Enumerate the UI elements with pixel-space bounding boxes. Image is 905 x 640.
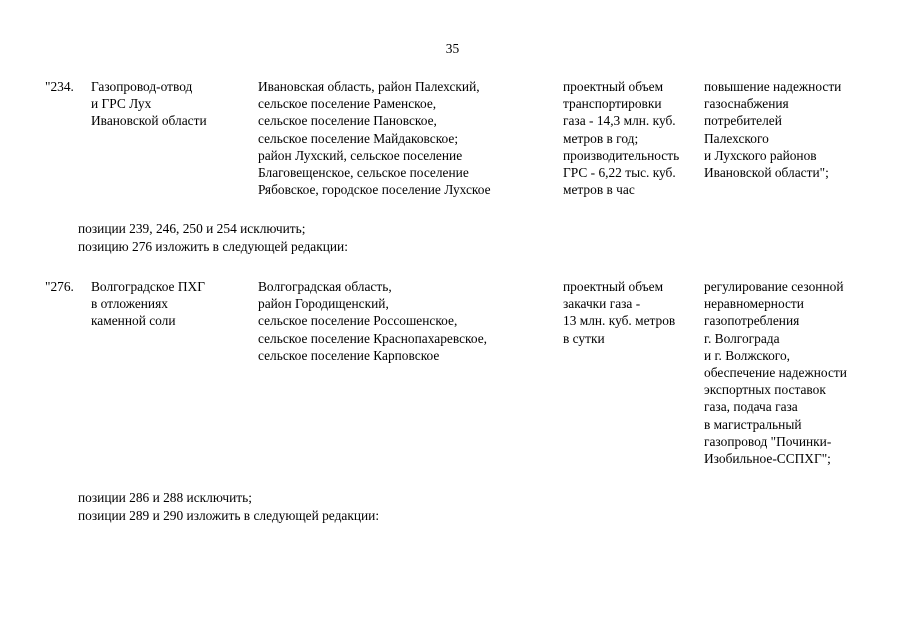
entry-purpose: повышение надежности газоснабжения потребителей Палехского и Лухского районов Ивановской области"; (704, 79, 842, 181)
entry-purpose: регулирование сезонной неравномерности газопотребления г. Волгограда и г. Волжского, обеспечение надежности экспортных поставок газа, подача газа в магистральный газопровод "Починки- Изобильное-ССПХГ"; (704, 279, 847, 467)
entry-number: "276. (45, 279, 74, 294)
instruction-text: позиции 286 и 288 исключить; (78, 490, 252, 505)
entry-characteristics: проектный объем транспортировки газа - 14,3 млн. куб. метров в год; производительность ГРС - 6,22 тыс. куб. метров в час (563, 79, 680, 198)
entry-name: Волгоградское ПХГ в отложениях каменной соли (91, 279, 205, 329)
entry-location: Ивановская область, район Палехский, сельское поселение Раменское, сельское поселение Пановское, сельское поселение Майдаковское; район Лухский, сельское поселение Благовещенское, сельское поселение Рябовское, городское поселение Лухское (258, 79, 491, 198)
entry-location: Волгоградская область, район Городищенский, сельское поселение Россошенское, сельское поселение Краснопахаревское, сельское поселение Карповское (258, 279, 488, 363)
entry-name: Газопровод-отвод и ГРС Лух Ивановской области (91, 79, 207, 129)
instruction-text: позицию 276 изложить в следующей редакции: (78, 239, 348, 254)
entry-number: "234. (45, 79, 74, 94)
instruction-text: позиции 239, 246, 250 и 254 исключить; (78, 221, 306, 236)
instruction-text: позиции 289 и 290 изложить в следующей редакции: (78, 508, 380, 523)
entry-characteristics: проектный объем закачки газа - 13 млн. куб. метров в сутки (563, 279, 676, 346)
page-number: 35 (445, 41, 460, 56)
